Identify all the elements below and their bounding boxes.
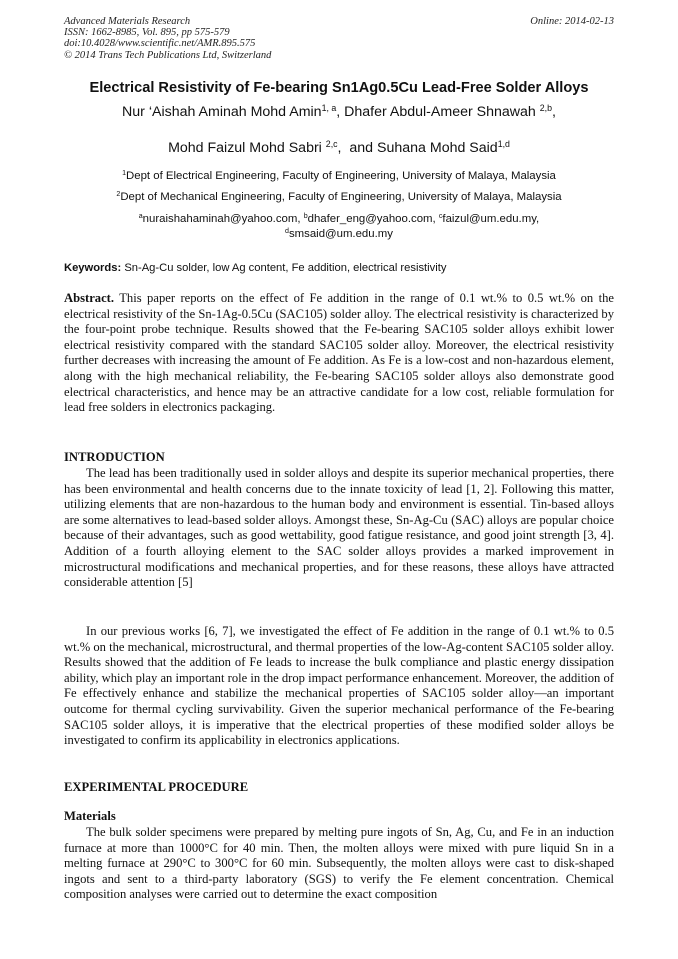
affiliation-sup: 2 (116, 191, 121, 199)
author-and: and (349, 140, 374, 156)
keywords (64, 262, 624, 274)
email-line-2 (0, 227, 678, 241)
keywords-label: Keywords: (64, 262, 122, 274)
abstract (64, 291, 614, 416)
email-d: smsaid@um.edu.my (288, 228, 393, 240)
email-line-1 (0, 212, 678, 226)
affiliation-text: Dept of Electrical Engineering, Faculty of Engineering, University of Malaya, Malaysia (126, 170, 556, 182)
paragraph-text: In our previous works [6, 7], we investigated the effect of Fe addition in the range of 0.1 wt.% to 0.5 wt.% on the mechanical, microstructural, and thermal properties of the low-Ag-content SAC105 solder alloy. Results showed that the addition of Fe leads to increase the bulk compliance and plastic energy dissipation ability, which play an important role in the drop impact performance enhancement. Moreover, the addition of Fe effectively enhance and stabilize the mechanical properties of SAC105 solder alloy—an important outcome for thermal cycling survivability. Given the superior mechanical performance of the Fe-bearing SAC105 solder alloys, it is imperative that the electrical properties of these modified solder alloys be investigated to confirm its applicability in electronics applications. (64, 624, 615, 748)
author-sup: 1, a (321, 103, 337, 114)
email-sup: a (138, 213, 143, 221)
introduction-paragraph-2 (64, 624, 614, 749)
email-b: dhafer_eng@yahoo.com, (307, 213, 436, 225)
subsection-heading-materials: Materials (64, 809, 116, 823)
paper-title: Electrical Resistivity of Fe-bearing Sn1Ag0.5Cu Lead-Free Solder Alloys (89, 80, 589, 96)
introduction-paragraph-1 (64, 466, 614, 591)
section-heading-introduction: INTRODUCTION (64, 450, 165, 464)
journal-copyright: © 2014 Trans Tech Publications Ltd, Switzerland (64, 49, 272, 61)
author-sup: 2,c (325, 139, 338, 150)
author-name: Mohd Faizul Mohd Sabri (168, 140, 322, 156)
affiliation-1 (0, 170, 678, 182)
author-line-1 (0, 104, 678, 120)
journal-issn: ISSN: 1662-8985, Vol. 895, pp 575-579 (64, 27, 230, 39)
affiliation-text: Dept of Mechanical Engineering, Faculty of Engineering, University of Malaya, Malaysia (120, 191, 562, 203)
author-separator: , (552, 104, 556, 120)
author-separator: , (336, 104, 341, 120)
email-c: faizul@um.edu.my, (442, 213, 540, 225)
author-sup: 1,d (497, 139, 510, 150)
journal-doi: doi:10.4028/www.scientific.net/AMR.895.575 (64, 38, 256, 50)
journal-header (64, 16, 271, 61)
author-name: Dhafer Abdul-Ameer Shnawah (344, 104, 536, 120)
affiliation-sup: 1 (122, 170, 127, 178)
email-sup: c (438, 213, 443, 221)
online-date: Online: 2014-02-13 (530, 16, 614, 27)
abstract-label: Abstract. (64, 291, 115, 305)
keywords-text: Sn-Ag-Cu solder, low Ag content, Fe addition, electrical resistivity (124, 262, 447, 274)
abstract-text: This paper reports on the effect of Fe addition in the range of 0.1 wt.% to 0.5 wt.% on the electrical resistivity of the Sn-1Ag-0.5Cu (SAC105) solder alloy. The electrical resistivity is characterized by the four-point probe technique. Results showed that the Fe-bearing SAC105 solder alloys exhibit lower electrical resistivity compared with the standard SAC105 solder alloy. Moreover, the electrical resistivity further decreases with increasing the amount of Fe addition. As Fe is a low-cost and non-hazardous element, along with the high mechanical reliability, the Fe-bearing SAC105 solder alloys also demonstrate good electrical characteristics, and hence may be an attractive candidate for a low cost, reliable formulation for lead free solders in electronics packaging. (64, 291, 615, 415)
paragraph-text: The bulk solder specimens were prepared by melting pure ingots of Sn, Ag, Cu, and Fe in an induction furnace at more than 1000°C for 40 min. Then, the molten alloys were mixed with pure liquid Sn in a melting furnace at 290°C to 300°C for 60 min. Subsequently, the molten alloys were cast to disk-shaped ingots and sent to a third-party laboratory (SGS) to verify the Fe element concentration. Chemical composition analyses were carried out to determine the exact composition (64, 825, 614, 902)
section-heading-experimental: EXPERIMENTAL PROCEDURE (64, 780, 249, 794)
author-name: Nur ‘Aishah Aminah Mohd Amin (122, 104, 322, 120)
author-name: Suhana Mohd Said (377, 140, 498, 156)
author-separator: , (337, 140, 342, 156)
email-sup: b (303, 213, 308, 221)
paragraph-text: The lead has been traditionally used in solder alloys and despite its superior mechanical properties, there has been environmental and health concerns due to the innate toxicity of lead [1, 2]. Following this matter, utilizing elements that are non-hazardous to the human body and environment is essential. Tin-based alloys are some alternatives to lead-based solder alloys. Amongst these, Sn-Ag-Cu (SAC) alloys are popular choice because of their advantages, such as good wettability, good fatigue resistance, and good joint strength [3, 4]. Addition of a fourth alloying element to the SAC solder alloys provides a marked improvement in microstructural modifications and mechanical properties, and for these reasons, these alloys have attracted considerable attention [5] (64, 466, 614, 590)
author-sup: 2,b (539, 103, 552, 114)
email-sup: d (285, 228, 289, 236)
email-a: nuraishahaminah@yahoo.com, (142, 213, 301, 225)
materials-paragraph (64, 825, 614, 903)
affiliation-2 (0, 191, 678, 203)
journal-name: Advanced Materials Research (64, 16, 191, 27)
author-line-2 (0, 140, 678, 156)
